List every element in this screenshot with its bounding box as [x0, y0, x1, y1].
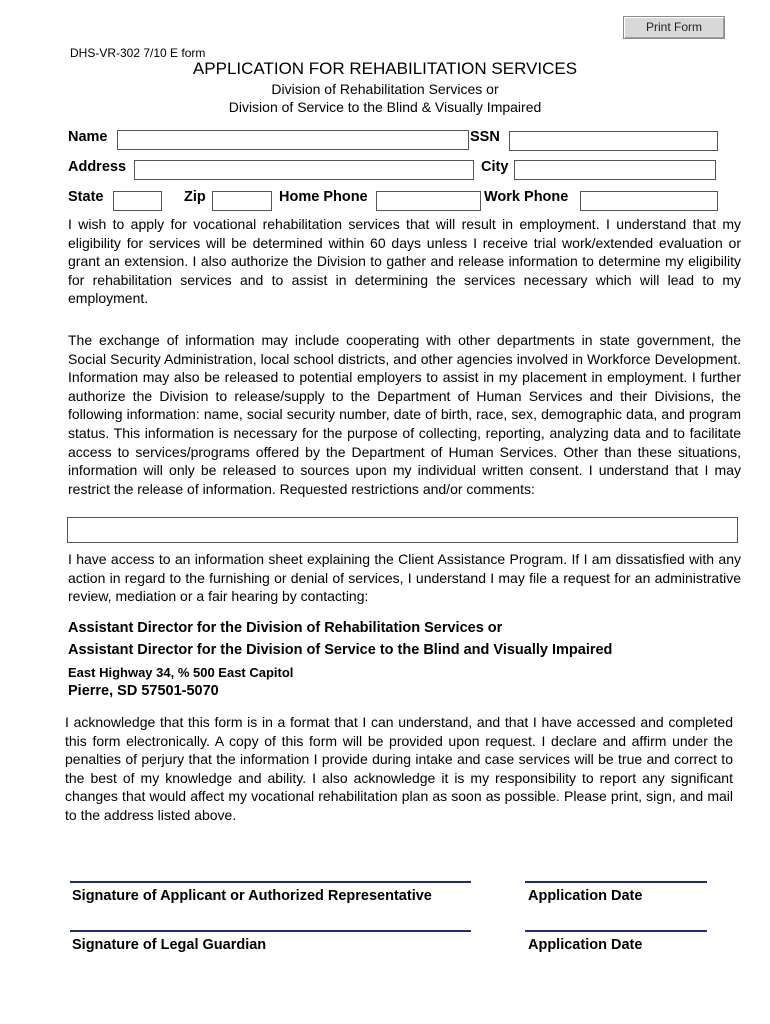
zip-label: Zip	[184, 189, 206, 205]
guardian-signature-line	[70, 930, 471, 932]
ssn-field[interactable]	[509, 131, 718, 151]
application-date-label-2: Application Date	[528, 937, 643, 953]
applicant-signature-label: Signature of Applicant or Authorized Representative	[72, 888, 432, 904]
guardian-signature-label: Signature of Legal Guardian	[72, 937, 267, 953]
contact-address-1: East Highway 34, % 500 East Capitol	[68, 665, 294, 680]
name-label: Name	[68, 129, 108, 145]
eligibility-paragraph: I wish to apply for vocational rehabilitation services that will result in employment. I understand that my eligibility for services will be determined within 60 days unless I receive trial work/extended evaluation or grant an extension. I also authorize the Division to gather and release information to determine my eligibility for rehabilitation services and to assist in determining the services necessary which will lead to my employment.	[68, 216, 741, 307]
state-label: State	[68, 189, 104, 205]
application-date-label-1: Application Date	[528, 888, 643, 904]
work-phone-field[interactable]	[580, 191, 718, 211]
subtitle-line-1: Division of Rehabilitation Services or	[271, 81, 499, 97]
address-field[interactable]	[134, 160, 474, 180]
zip-field[interactable]	[212, 191, 272, 211]
print-form-button[interactable]: Print Form	[623, 16, 725, 39]
home-phone-label: Home Phone	[279, 189, 368, 205]
applicant-signature-line	[70, 881, 471, 883]
client-assistance-paragraph: I have access to an information sheet explaining the Client Assistance Program. If I am dissatisfied with any action in regard to the furnishing or denial of services, I understand I may file a request for an administrative review, mediation or a fair hearing by contacting:	[68, 551, 741, 605]
city-label: City	[481, 159, 509, 175]
state-field[interactable]	[113, 191, 162, 211]
form-code: DHS-VR-302 7/10 E form	[70, 46, 206, 60]
address-label: Address	[68, 159, 127, 175]
name-field[interactable]	[117, 130, 469, 150]
city-field[interactable]	[514, 160, 716, 180]
contact-address-2: Pierre, SD 57501-5070	[68, 683, 219, 699]
information-exchange-paragraph: The exchange of information may include cooperating with other departments in state government, the Social Security Administration, local school districts, and other agencies involved in Workforce Development. Information may also be released to potential employers to assist in my placement in employment. I further authorize the Division to release/supply to the Department of Human Services and their Divisions, the following information: name, social security number, date of birth, race, sex, demographic data, and program status. This information is necessary for the purpose of collecting, reporting, analyzing data and to facilitate access to services/programs offered by the Department of Human Services. Other than these situations, information will only be released to sources upon my individual written consent. I understand that I may restrict the release of information. Requested restrictions and/or comments:	[68, 332, 741, 497]
contact-line-2: Assistant Director for the Division of Service to the Blind and Visually Impaired	[68, 642, 613, 658]
subtitle-line-2: Division of Service to the Blind & Visually Impaired	[228, 99, 542, 115]
work-phone-label: Work Phone	[484, 189, 569, 205]
application-date-line-2	[525, 930, 707, 932]
application-date-line-1	[525, 881, 707, 883]
home-phone-field[interactable]	[376, 191, 481, 211]
contact-line-1: Assistant Director for the Division of Rehabilitation Services or	[68, 620, 503, 636]
restrictions-comments-field[interactable]	[67, 517, 738, 543]
acknowledgement-paragraph: I acknowledge that this form is in a format that I can understand, and that I have accessed and completed this form electronically. A copy of this form will be provided upon request. I declare and affirm under the penalties of perjury that the information I provide during intake and case services will be true and correct to the best of my knowledge and ability. I also acknowledge it is my responsibility to report any significant changes that would affect my vocational rehabilitation plan as soon as possible. Please print, sign, and mail to the address listed above.	[65, 714, 733, 823]
ssn-label: SSN	[470, 129, 500, 145]
page-title: APPLICATION FOR REHABILITATION SERVICES	[192, 59, 578, 78]
